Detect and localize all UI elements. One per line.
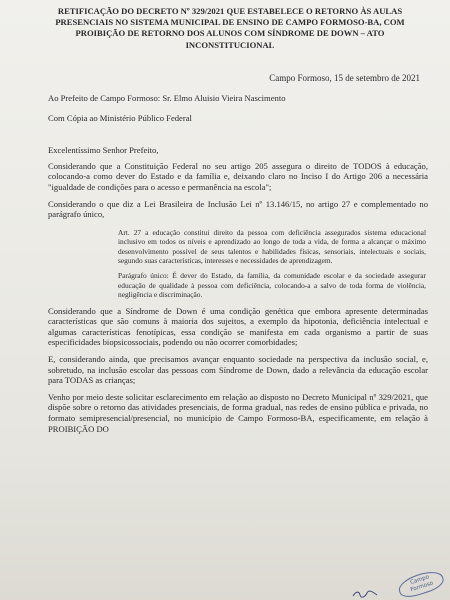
paragraph-down-syndrome: Considerando que a Síndrome de Down é uma condição genética que embora apresente determinadas características que são comuns à maioria dos sujeitos, a exemplo da hipotonia, deficiência intelectual e algumas características fenotípicas, essa condição se manifesta em cada organismo a partir de suas especificidades biopsicossociais, podendo ou não ocorrer comorbidades;: [48, 305, 428, 348]
stamp-text: Campo Formoso: [409, 574, 434, 594]
document-date: Campo Formoso, 15 de setembro de 2021: [269, 72, 420, 83]
quote-sole-paragraph: Parágrafo único: É dever do Estado, da família, da comunidade escolar e da sociedade assegurar educação de qualidade à pessoa com deficiência, colocando-a a salvo de toda forma de violência, negligência e discriminação.: [118, 271, 426, 300]
signature-mark: [352, 590, 378, 598]
paragraph-constitution: Considerando que a Constituição Federal no seu artigo 205 assegura o direito de TODOS à educação, colocando-a como dever do Estado e da família e, deixando claro no Inciso I do Artigo 206 a necessária "igualdade de condições para o acesso e permanência na escola";: [48, 160, 428, 192]
law-quote: [118, 228, 426, 300]
greeting: Excelentíssimo Senhor Prefeito,: [48, 144, 159, 155]
quote-article-27: Art. 27 a educação constitui direito da pessoa com deficiência assegurados sistema educacional inclusivo em todos os níveis e aprendizado ao longo de toda a vida, de forma a alcançar o máximo desenvolvimento possível de seus talentos e habilidades físicas, sensoriais, intelectuais e sociais, segundo suas características, interesses e necessidades de aprendizagem.: [118, 227, 426, 265]
paragraph-inclusion-law: Considerando o que diz a Lei Brasileira de Inclusão Lei nº 13.146/15, no artigo 27 e complementado no parágrafo único,: [48, 198, 428, 220]
document-title: RETIFICAÇÃO DO DECRETO Nº 329/2021 QUE ESTABELECE O RETORNO ÀS AULAS PRESENCIAIS NO SISTEMA MUNICIPAL DE ENSINO DE CAMPO FORMOSO-BA, COM PROIBIÇÃO DE RETORNO DOS ALUNOS COM SÍNDROME DE DOWN – ATO INCONSTITUCIONAL: [55, 6, 405, 50]
addressee-line: Ao Prefeito de Campo Formoso: Sr. Elmo Aluisio Vieira Nascimento: [48, 92, 286, 103]
protocol-stamp: [396, 567, 446, 600]
copy-line: Com Cópia ao Ministério Público Federal: [48, 112, 192, 123]
paragraph-request: Venho por meio deste solicitar esclarecimento em relação ao disposto no Decreto Municipal nº 329/2021, que dispõe sobre o retorno das atividades presenciais, de forma gradual, nas redes de ensino pública e privada, no formato semipresencial/presencial, no município de Campo Formoso-BA, especificamente, em relação à PROIBIÇÃO DO: [48, 391, 428, 434]
paragraph-social-inclusion: E, considerando ainda, que precisamos avançar enquanto sociedade na perspectiva da inclusão social, e, sobretudo, na inclusão escolar das pessoas com Síndrome de Down, dado a relevância da educação escolar para TODAS as crianças;: [48, 354, 428, 386]
